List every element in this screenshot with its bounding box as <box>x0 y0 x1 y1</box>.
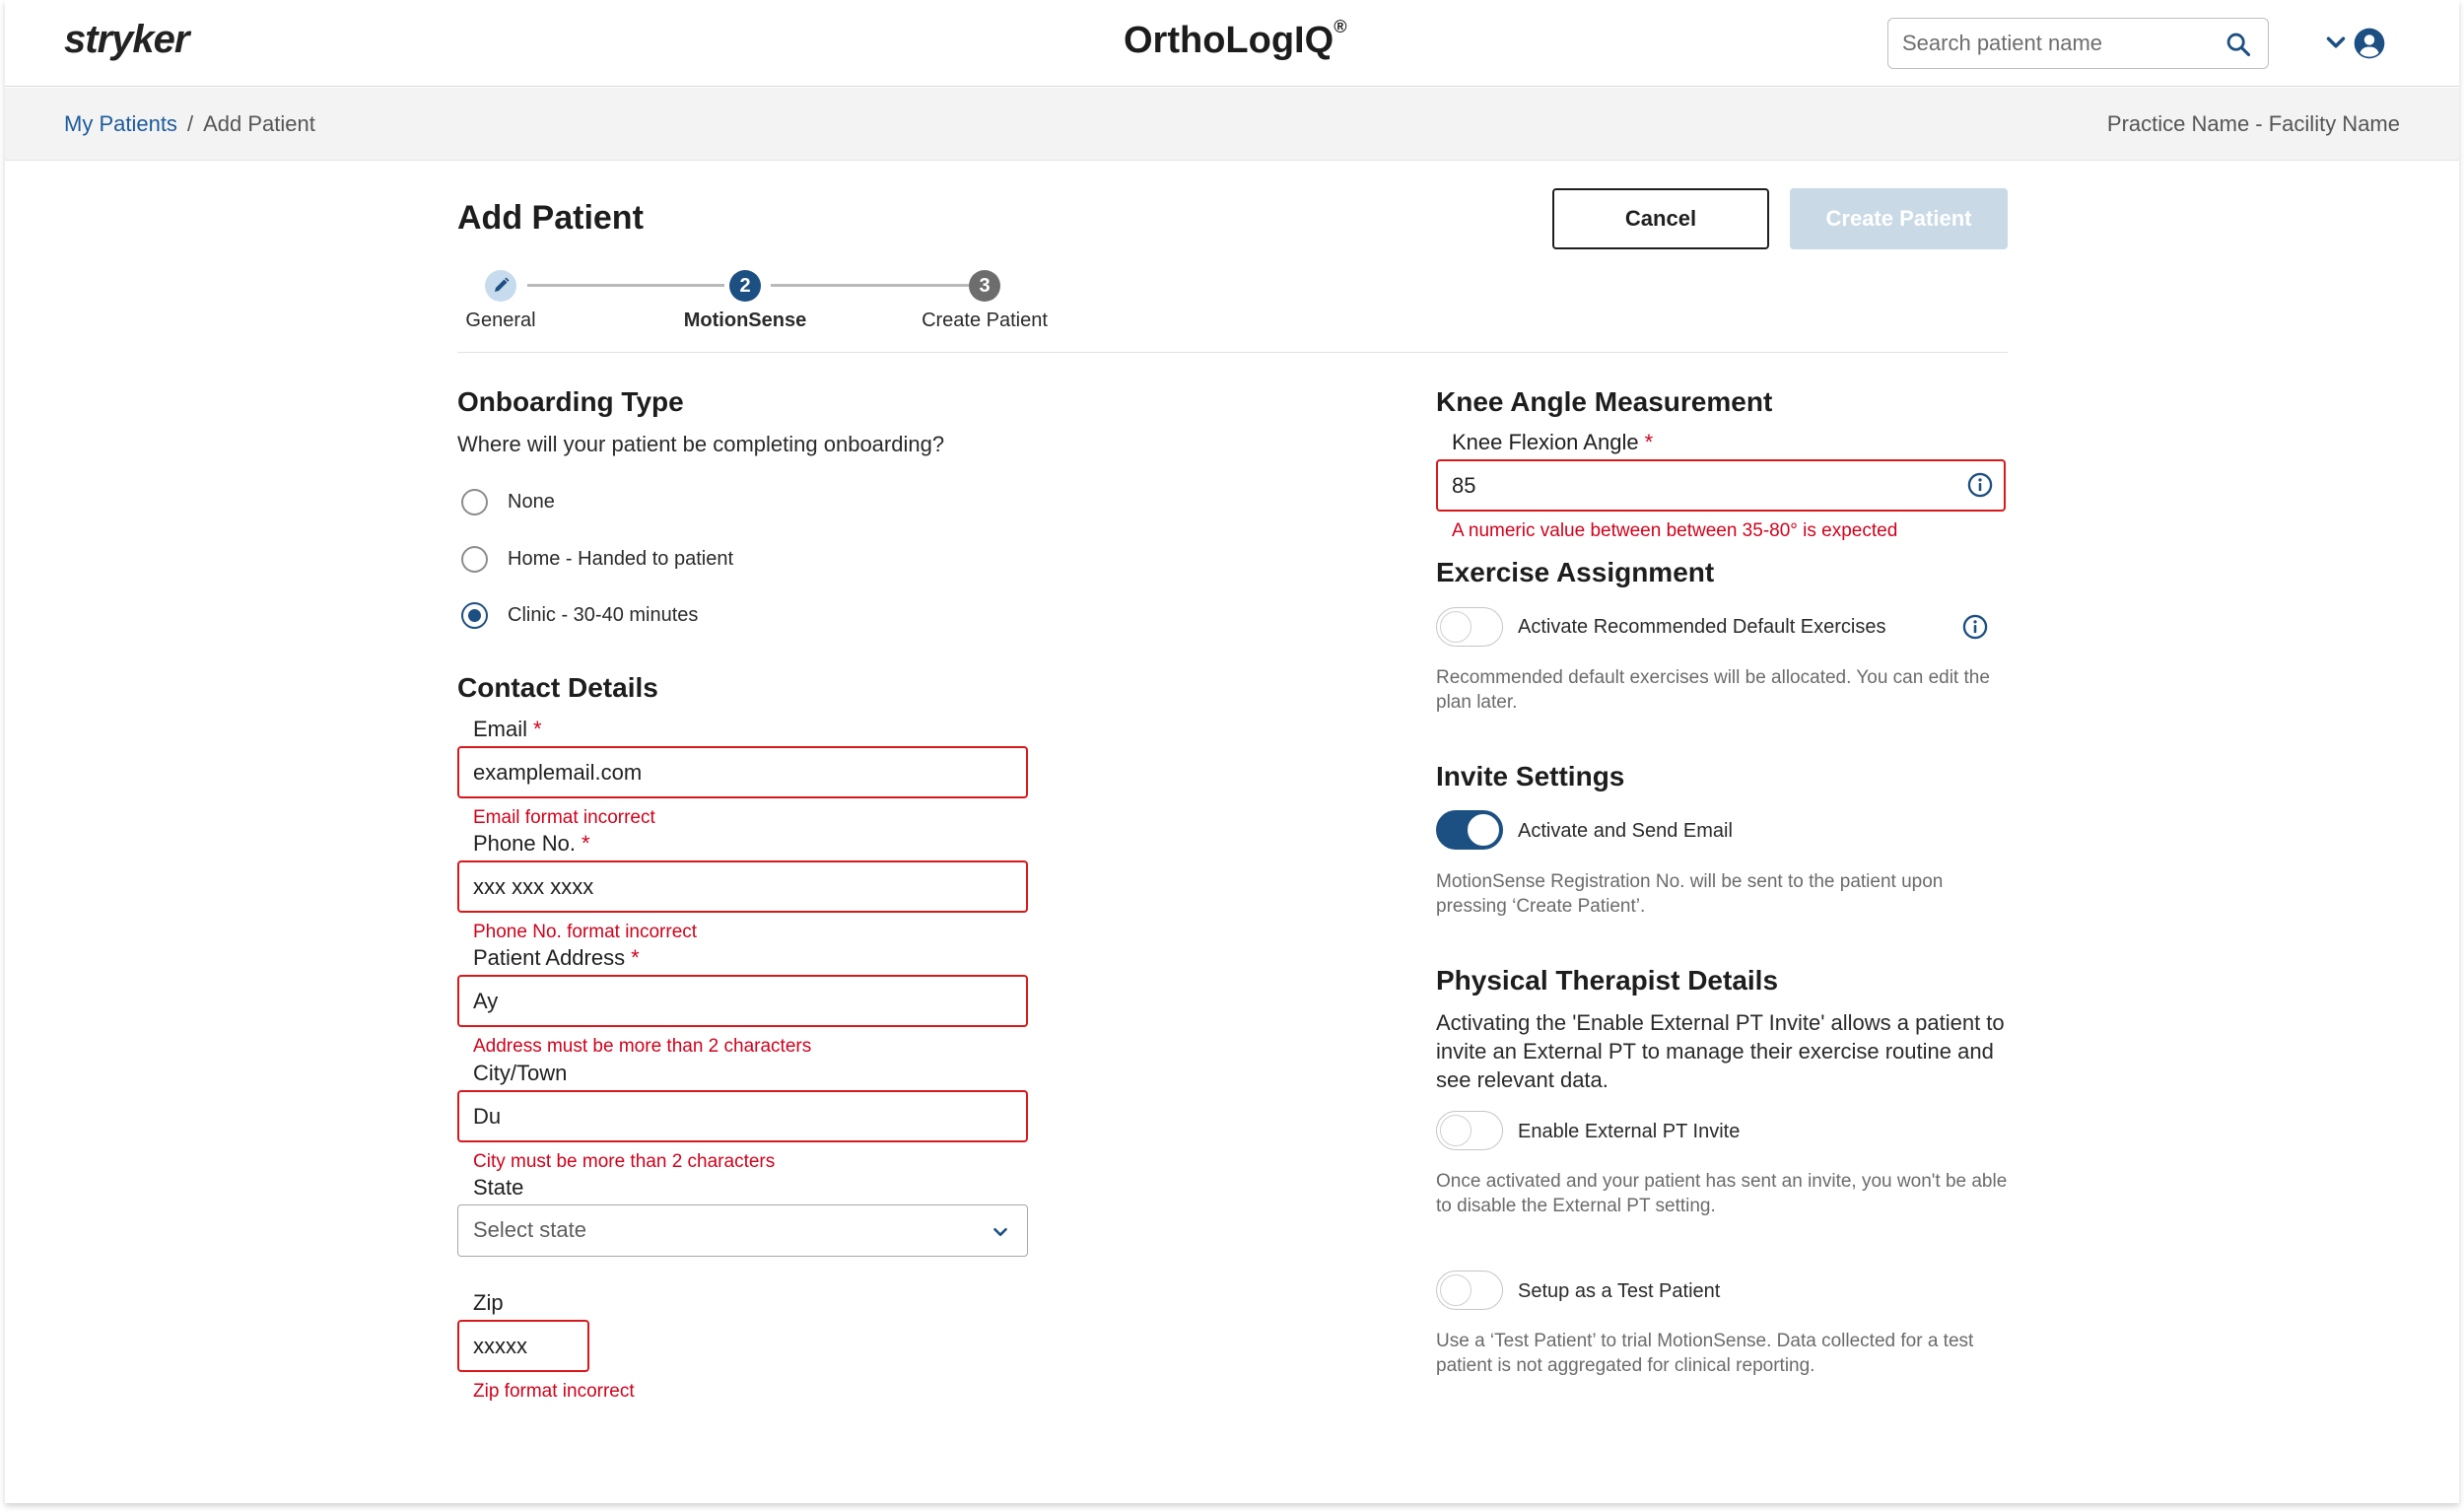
toggle-knob <box>1440 611 1472 643</box>
toggle-knob <box>1440 1274 1472 1306</box>
search-icon[interactable] <box>2224 31 2252 58</box>
info-icon[interactable] <box>1961 613 1989 641</box>
state-select-value: Select state <box>473 1217 586 1242</box>
invite-settings-heading: Invite Settings <box>1436 761 1625 791</box>
breadcrumb-separator: / <box>186 111 194 136</box>
onboarding-question: Where will your patient be completing onboarding? <box>457 432 945 456</box>
onboarding-option-none[interactable] <box>461 487 555 516</box>
address-input[interactable] <box>473 986 1012 1017</box>
info-icon[interactable] <box>1966 471 1994 499</box>
contact-details-heading: Contact Details <box>457 672 658 703</box>
breadcrumb-my-patients[interactable]: My Patients <box>64 111 177 136</box>
stepper-connector <box>771 284 969 287</box>
radio-label: Clinic - 30-40 minutes <box>508 603 699 626</box>
city-field <box>457 1090 1028 1142</box>
address-label <box>473 945 640 971</box>
chevron-down-icon <box>990 1221 1011 1243</box>
test-patient-help: Use a ‘Test Patient’ to trial MotionSense. Data collected for a test patient is not aggregated for clinical reporting. <box>1436 1331 1974 1376</box>
city-input[interactable] <box>473 1101 1012 1133</box>
radio-label: Home - Handed to patient <box>508 547 734 570</box>
address-error: Address must be more than 2 characters <box>473 1036 812 1057</box>
chevron-down-icon[interactable] <box>2321 28 2351 57</box>
email-error: Email format incorrect <box>473 807 655 828</box>
brand-logo[interactable]: stryker <box>64 18 189 61</box>
step-motionsense-label: MotionSense <box>683 309 807 331</box>
knee-flexion-field <box>1436 459 2006 512</box>
radio-label: None <box>508 490 555 513</box>
onboarding-option-clinic[interactable] <box>461 600 698 630</box>
state-select[interactable] <box>457 1204 1028 1257</box>
breadcrumb <box>64 111 315 137</box>
radio-home[interactable] <box>461 546 488 573</box>
external-pt-help: Once activated and your patient has sent an invite, you won't be able to disable the External PT setting. <box>1436 1171 2008 1216</box>
default-exercises-help: Recommended default exercises will be allocated. You can edit the plan later. <box>1436 667 1990 713</box>
required-mark: * <box>533 717 542 741</box>
email-label <box>473 717 542 742</box>
top-bar <box>5 0 2459 87</box>
toggle-knob <box>1468 814 1499 846</box>
step-create-patient-label: Create Patient <box>922 309 1048 331</box>
exercise-assignment-heading: Exercise Assignment <box>1436 557 1715 587</box>
cancel-button[interactable]: Cancel <box>1552 188 1769 249</box>
phone-label-text: Phone No. <box>473 831 576 856</box>
breadcrumb-current: Add Patient <box>203 111 315 136</box>
user-account-icon[interactable] <box>2354 28 2385 59</box>
practice-facility-name: Practice Name - Facility Name <box>2106 111 2400 136</box>
send-email-label: Activate and Send Email <box>1518 820 1733 842</box>
zip-error: Zip format incorrect <box>473 1381 635 1402</box>
state-label: State <box>473 1175 524 1200</box>
knee-flexion-label <box>1452 430 1653 455</box>
knee-flexion-error: A numeric value between between 35-80° is expected <box>1452 520 1898 541</box>
step-general-label: General <box>465 309 536 331</box>
section-divider <box>457 352 2008 353</box>
radio-clinic[interactable] <box>461 602 488 629</box>
default-exercises-label: Activate Recommended Default Exercises <box>1518 616 1886 638</box>
send-email-toggle[interactable] <box>1436 810 1503 850</box>
patient-search <box>1887 18 2269 69</box>
step-general-circle[interactable] <box>485 270 516 302</box>
city-label: City/Town <box>473 1061 568 1085</box>
phone-label <box>473 831 590 857</box>
knee-flexion-input[interactable] <box>1452 470 1945 502</box>
toggle-knob <box>1440 1115 1472 1146</box>
email-field <box>457 746 1028 798</box>
step-create-patient-circle[interactable]: 3 <box>969 270 1000 302</box>
send-email-help: MotionSense Registration No. will be sent to the patient upon pressing ‘Create Patient’. <box>1436 871 1944 917</box>
knee-angle-heading: Knee Angle Measurement <box>1436 386 1773 417</box>
registered-mark: ® <box>1334 17 1347 37</box>
pencil-icon <box>485 270 516 302</box>
radio-none[interactable] <box>461 489 488 515</box>
external-pt-label: Enable External PT Invite <box>1518 1121 1741 1142</box>
email-label-text: Email <box>473 717 528 741</box>
test-patient-toggle[interactable] <box>1436 1271 1503 1310</box>
physical-therapist-description: Activating the 'Enable External PT Invite' allows a patient to invite an External PT to manage their exercise routine and see relevant data. <box>1436 1010 2005 1092</box>
onboarding-option-home[interactable] <box>461 544 733 574</box>
phone-error: Phone No. format incorrect <box>473 922 698 942</box>
address-field <box>457 975 1028 1027</box>
create-patient-button[interactable]: Create Patient <box>1790 188 2008 249</box>
city-error: City must be more than 2 characters <box>473 1151 776 1172</box>
zip-label: Zip <box>473 1290 504 1315</box>
stepper-connector <box>527 284 724 287</box>
test-patient-label: Setup as a Test Patient <box>1518 1280 1721 1302</box>
onboarding-heading: Onboarding Type <box>457 386 684 417</box>
zip-input[interactable] <box>473 1331 574 1362</box>
app-title-text: OrthoLogIQ <box>1124 20 1335 61</box>
app-frame <box>5 0 2459 1503</box>
required-mark: * <box>631 945 640 970</box>
physical-therapist-heading: Physical Therapist Details <box>1436 965 1779 996</box>
step-motionsense-circle[interactable]: 2 <box>729 270 761 302</box>
phone-input[interactable] <box>473 871 1012 903</box>
zip-field <box>457 1320 589 1372</box>
search-input[interactable] <box>1902 27 2208 60</box>
app-title <box>1124 17 1347 62</box>
page-title: Add Patient <box>457 199 644 237</box>
sub-bar <box>5 88 2459 161</box>
address-label-text: Patient Address <box>473 945 626 970</box>
external-pt-toggle[interactable] <box>1436 1111 1503 1150</box>
email-input[interactable] <box>473 757 1012 789</box>
required-mark: * <box>1644 430 1654 454</box>
default-exercises-toggle[interactable] <box>1436 607 1503 647</box>
phone-field <box>457 860 1028 913</box>
required-mark: * <box>581 831 590 856</box>
knee-flexion-label-text: Knee Flexion Angle <box>1452 430 1639 454</box>
